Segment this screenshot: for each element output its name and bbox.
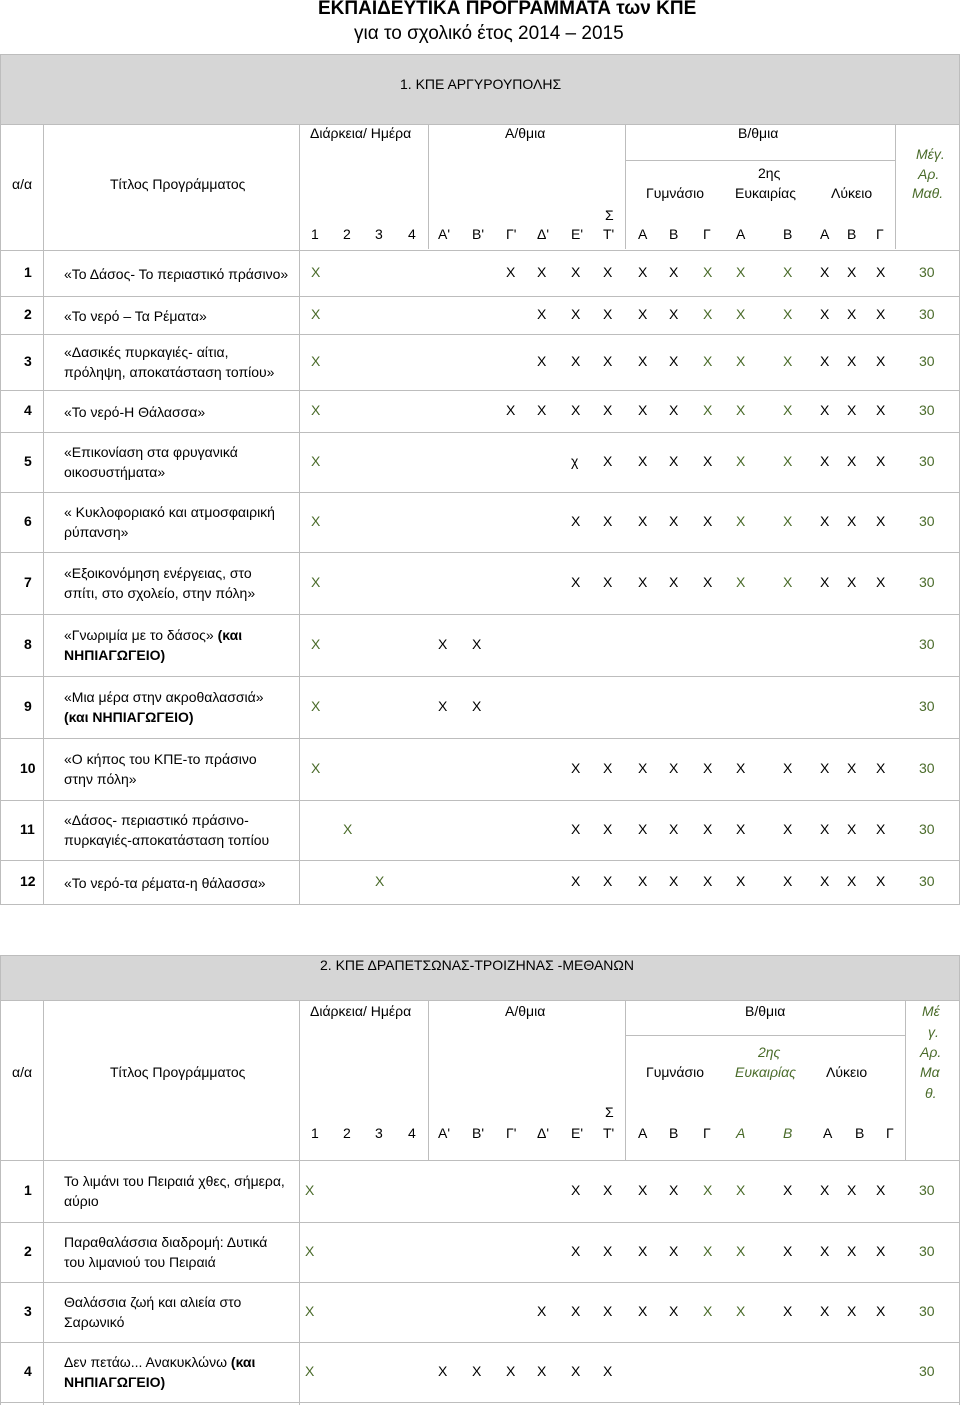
s2-sub-a: Α' — [438, 1125, 451, 1141]
duration-mark: Χ — [305, 1182, 315, 1198]
class-mark: Χ — [472, 636, 482, 652]
col-gymnasio: Γυμνάσιο — [646, 185, 705, 201]
class-mark: Χ — [783, 821, 793, 837]
sub-gym-a: Α — [638, 226, 648, 242]
duration-mark: Χ — [311, 353, 321, 369]
class-mark: Χ — [876, 453, 886, 469]
row-divider — [0, 800, 960, 801]
s2-col-secondary: Β/θμια — [745, 1003, 786, 1019]
class-mark: Χ — [703, 513, 713, 529]
row-divider — [0, 1342, 960, 1343]
row-divider — [0, 432, 960, 433]
row-divider — [0, 552, 960, 553]
row-number: 4 — [24, 402, 32, 418]
duration-mark: Χ — [311, 574, 321, 590]
class-mark: Χ — [603, 264, 613, 280]
class-mark: Χ — [603, 760, 613, 776]
class-mark: Χ — [736, 264, 746, 280]
class-mark: Χ — [703, 821, 713, 837]
class-mark: Χ — [472, 698, 482, 714]
class-mark: Χ — [571, 821, 581, 837]
class-mark: Χ — [783, 873, 793, 889]
page-subtitle: για το σχολικό έτος 2014 – 2015 — [354, 23, 624, 44]
col-title: Τίτλος Προγράμματος — [110, 176, 246, 192]
class-mark: Χ — [603, 873, 613, 889]
class-mark: Χ — [603, 821, 613, 837]
class-mark: Χ — [506, 264, 516, 280]
sub-gym-g: Γ — [703, 226, 711, 242]
class-mark: Χ — [736, 873, 746, 889]
class-mark: Χ — [669, 574, 679, 590]
sub-ev-b: Β — [783, 226, 793, 242]
class-mark: Χ — [638, 821, 648, 837]
class-mark: Χ — [603, 306, 613, 322]
class-mark: Χ — [669, 821, 679, 837]
program-title: «Το Δάσος- Το περιαστικό πράσινο» — [64, 266, 289, 282]
row-number: 11 — [20, 821, 35, 837]
section2-title: 2. ΚΠΕ ΔΡΑΠΕΤΣΩΝΑΣ-ΤΡΟΙΖΗΝΑΣ -ΜΕΘΑΝΩΝ — [320, 957, 634, 973]
class-mark: Χ — [783, 1182, 793, 1198]
row-number: 3 — [24, 1303, 32, 1319]
class-mark: Χ — [736, 306, 746, 322]
row-divider — [0, 1160, 960, 1161]
class-mark: Χ — [571, 574, 581, 590]
class-mark: Χ — [638, 574, 648, 590]
class-mark: Χ — [876, 353, 886, 369]
row-number: 8 — [24, 636, 32, 652]
class-mark: Χ — [820, 760, 830, 776]
class-mark: Χ — [472, 1363, 482, 1379]
class-mark: Χ — [736, 574, 746, 590]
max-students: 30 — [919, 306, 935, 322]
s2-col-gymnasio: Γυμνάσιο — [646, 1064, 705, 1080]
max-students: 30 — [919, 1243, 935, 1259]
class-mark: Χ — [603, 574, 613, 590]
max-students: 30 — [919, 513, 935, 529]
sub-ly-g: Γ — [876, 226, 884, 242]
s2-col-max-5: θ. — [925, 1085, 937, 1101]
class-mark: Χ — [603, 513, 613, 529]
class-mark: Χ — [603, 402, 613, 418]
class-mark: Χ — [820, 264, 830, 280]
row-number: 4 — [24, 1363, 32, 1379]
sub-4: 4 — [408, 226, 416, 242]
col-max-line2: Αρ. — [918, 166, 940, 182]
s2-sub-ly-g: Γ — [886, 1125, 894, 1141]
s2-sub-ev-b: Β — [783, 1125, 793, 1141]
class-mark: Χ — [638, 264, 648, 280]
class-mark: Χ — [820, 821, 830, 837]
class-mark: Χ — [876, 264, 886, 280]
class-mark: Χ — [603, 1182, 613, 1198]
class-mark: Χ — [876, 402, 886, 418]
class-mark: Χ — [571, 402, 581, 418]
max-students: 30 — [919, 402, 935, 418]
class-mark: Χ — [571, 264, 581, 280]
max-students: 30 — [919, 1182, 935, 1198]
class-mark: Χ — [537, 1303, 547, 1319]
max-students: 30 — [919, 873, 935, 889]
class-mark: Χ — [571, 1303, 581, 1319]
program-title: «Εξοικονόμηση ενέργειας, στο σπίτι, στο σχολείο, στην πόλη» — [64, 565, 256, 601]
program-title: Δεν πετάω... Ανακυκλώνω (και ΝΗΠΙΑΓΩΓΕΙΟ) — [64, 1354, 256, 1390]
program-title: «Το νερό-Η Θάλασσα» — [64, 404, 206, 420]
duration-mark: Χ — [375, 873, 385, 889]
program-title: «Το νερό – Τα Ρέματα» — [64, 308, 207, 324]
s2-sub-e: Ε' — [571, 1125, 584, 1141]
duration-mark: Χ — [311, 760, 321, 776]
class-mark: Χ — [703, 760, 713, 776]
class-mark: Χ — [703, 1243, 713, 1259]
s2-col-max-2: γ. — [928, 1024, 939, 1040]
s2-col-aa: α/α — [12, 1064, 33, 1080]
s2-col-title: Τίτλος Προγράμματος — [110, 1064, 246, 1080]
class-mark: Χ — [638, 1303, 648, 1319]
class-mark: Χ — [847, 264, 857, 280]
class-mark: Χ — [537, 1363, 547, 1379]
class-mark: Χ — [736, 821, 746, 837]
class-mark: Χ — [783, 353, 793, 369]
duration-mark: Χ — [311, 306, 321, 322]
class-mark: Χ — [736, 353, 746, 369]
row-divider — [0, 390, 960, 391]
class-mark: Χ — [638, 873, 648, 889]
class-mark: Χ — [506, 402, 516, 418]
class-mark: Χ — [847, 402, 857, 418]
max-students: 30 — [919, 760, 935, 776]
sub-e: Ε' — [571, 226, 584, 242]
class-mark: Χ — [703, 1303, 713, 1319]
s2-sub-1: 1 — [311, 1125, 319, 1141]
class-mark: Χ — [703, 1182, 713, 1198]
class-mark: Χ — [847, 353, 857, 369]
class-mark: Χ — [876, 513, 886, 529]
class-mark: Χ — [736, 760, 746, 776]
class-mark: Χ — [820, 574, 830, 590]
s2-col-evening-word: Ευκαιρίας — [735, 1064, 796, 1080]
class-mark: Χ — [736, 402, 746, 418]
class-mark: Χ — [876, 306, 886, 322]
class-mark: Χ — [638, 1182, 648, 1198]
class-mark: Χ — [571, 353, 581, 369]
s2-col-duration-day: Διάρκεια/ Ημέρα — [310, 1003, 412, 1019]
col-secondary: Β/θμια — [738, 125, 779, 141]
program-title: «Δασικές πυρκαγιές- αίτια, πρόληψη, αποκατάσταση τοπίου» — [64, 344, 275, 380]
class-mark: Χ — [820, 1182, 830, 1198]
row-divider — [0, 738, 960, 739]
row-number: 3 — [24, 353, 32, 369]
class-mark: Χ — [669, 402, 679, 418]
s2-sub-4: 4 — [408, 1125, 416, 1141]
class-mark: Χ — [571, 1182, 581, 1198]
s2-sub-3: 3 — [375, 1125, 383, 1141]
s2-sub-ly-a: Α — [823, 1125, 833, 1141]
row-divider — [0, 614, 960, 615]
s2-col-primary: Α/θμια — [505, 1003, 546, 1019]
sub-2: 2 — [343, 226, 351, 242]
class-mark: Χ — [638, 513, 648, 529]
class-mark: Χ — [703, 453, 713, 469]
class-mark: Χ — [537, 306, 547, 322]
col-lykeio: Λύκειο — [831, 185, 873, 201]
class-mark: Χ — [703, 402, 713, 418]
class-mark: Χ — [571, 873, 581, 889]
row-divider — [0, 296, 960, 297]
class-mark: Χ — [438, 1363, 448, 1379]
row-divider — [0, 250, 960, 251]
class-mark: Χ — [847, 306, 857, 322]
duration-mark: Χ — [305, 1363, 315, 1379]
sub-g: Γ' — [506, 226, 517, 242]
max-students: 30 — [919, 698, 935, 714]
class-mark: Χ — [669, 453, 679, 469]
class-mark: Χ — [571, 1243, 581, 1259]
s2-col-max-1: Μέ — [922, 1003, 940, 1019]
program-title: Το λιμάνι του Πειραιά χθες, σήμερα, αύριο — [64, 1173, 285, 1209]
col-max-line1: Μέγ. — [916, 146, 945, 162]
s2-col-max-4: Μα — [920, 1064, 940, 1080]
row-number: 7 — [24, 574, 32, 590]
row-divider — [0, 904, 960, 905]
class-mark: Χ — [669, 513, 679, 529]
class-mark: Χ — [783, 574, 793, 590]
section1-title: 1. ΚΠΕ ΑΡΓΥΡΟΥΠΟΛΗΣ — [400, 76, 562, 92]
sub-ly-a: Α — [820, 226, 830, 242]
row-number: 1 — [24, 1182, 32, 1198]
s2-col-s-top: Σ — [605, 1104, 614, 1120]
class-mark: Χ — [703, 574, 713, 590]
row-divider — [0, 1282, 960, 1283]
class-mark: Χ — [603, 353, 613, 369]
s2-sub-b: Β' — [472, 1125, 485, 1141]
duration-mark: Χ — [305, 1243, 315, 1259]
class-mark: χ — [571, 453, 579, 469]
class-mark: Χ — [847, 1182, 857, 1198]
s2-sub-gym-b: Β — [669, 1125, 679, 1141]
duration-mark: Χ — [311, 636, 321, 652]
sub-gym-b: Β — [669, 226, 679, 242]
class-mark: Χ — [783, 760, 793, 776]
duration-mark: Χ — [311, 453, 321, 469]
class-mark: Χ — [876, 574, 886, 590]
sub-a: Α' — [438, 226, 451, 242]
s2-sub-ev-a: Α — [736, 1125, 746, 1141]
s2-sub-gym-a: Α — [638, 1125, 648, 1141]
duration-mark: Χ — [343, 821, 353, 837]
class-mark: Χ — [876, 1243, 886, 1259]
class-mark: Χ — [669, 264, 679, 280]
max-students: 30 — [919, 353, 935, 369]
class-mark: Χ — [703, 264, 713, 280]
class-mark: Χ — [736, 1243, 746, 1259]
class-mark: Χ — [820, 353, 830, 369]
class-mark: Χ — [847, 1243, 857, 1259]
duration-mark: Χ — [311, 264, 321, 280]
class-mark: Χ — [669, 306, 679, 322]
class-mark: Χ — [603, 1303, 613, 1319]
class-mark: Χ — [669, 760, 679, 776]
class-mark: Χ — [537, 353, 547, 369]
class-mark: Χ — [847, 453, 857, 469]
class-mark: Χ — [783, 306, 793, 322]
s2-col-evening-num: 2ης — [758, 1044, 781, 1060]
s2-sub-d: Δ' — [537, 1125, 550, 1141]
class-mark: Χ — [783, 402, 793, 418]
max-students: 30 — [919, 1363, 935, 1379]
row-divider — [0, 676, 960, 677]
class-mark: Χ — [736, 1303, 746, 1319]
row-divider — [0, 1222, 960, 1223]
col-s-top: Σ — [605, 207, 614, 223]
row-number: 5 — [24, 453, 32, 469]
sub-b: Β' — [472, 226, 485, 242]
class-mark: Χ — [669, 1303, 679, 1319]
class-mark: Χ — [638, 353, 648, 369]
sub-1: 1 — [311, 226, 319, 242]
class-mark: Χ — [571, 513, 581, 529]
sub-d: Δ' — [537, 226, 550, 242]
class-mark: Χ — [736, 1182, 746, 1198]
row-divider — [0, 334, 960, 335]
class-mark: Χ — [820, 306, 830, 322]
col-max-line3: Μαθ. — [912, 185, 944, 201]
class-mark: Χ — [847, 760, 857, 776]
row-divider — [0, 860, 960, 861]
sub-ly-b: Β — [847, 226, 857, 242]
class-mark: Χ — [847, 513, 857, 529]
row-divider — [0, 1402, 960, 1403]
row-number: 6 — [24, 513, 32, 529]
row-divider — [0, 492, 960, 493]
class-mark: Χ — [506, 1363, 516, 1379]
class-mark: Χ — [669, 353, 679, 369]
class-mark: Χ — [876, 821, 886, 837]
class-mark: Χ — [876, 873, 886, 889]
class-mark: Χ — [820, 513, 830, 529]
duration-mark: Χ — [305, 1303, 315, 1319]
class-mark: Χ — [669, 1182, 679, 1198]
program-title: «Επικονίαση στα φρυγανικά οικοσυστήματα» — [64, 444, 238, 480]
class-mark: Χ — [736, 513, 746, 529]
page-title: ΕΚΠΑΙΔΕΥΤΙΚΑ ΠΡΟΓΡΑΜΜΑΤΑ των ΚΠΕ — [318, 0, 697, 19]
sub-st: Τ' — [603, 226, 615, 242]
s2-sub-ly-b: Β — [855, 1125, 865, 1141]
class-mark: Χ — [847, 574, 857, 590]
class-mark: Χ — [820, 1243, 830, 1259]
class-mark: Χ — [638, 453, 648, 469]
class-mark: Χ — [603, 1363, 613, 1379]
class-mark: Χ — [537, 402, 547, 418]
program-title: Θαλάσσια ζωή και αλιεία στο Σαρωνικό — [64, 1294, 242, 1330]
class-mark: Χ — [571, 760, 581, 776]
class-mark: Χ — [847, 873, 857, 889]
duration-mark: Χ — [311, 402, 321, 418]
class-mark: Χ — [820, 402, 830, 418]
s2-col-max-3: Αρ. — [920, 1044, 942, 1060]
col-aa: α/α — [12, 176, 33, 192]
class-mark: Χ — [669, 1243, 679, 1259]
class-mark: Χ — [638, 402, 648, 418]
class-mark: Χ — [783, 264, 793, 280]
col-evening-word: Ευκαιρίας — [735, 185, 796, 201]
class-mark: Χ — [638, 306, 648, 322]
program-title: «Ο κήπος του ΚΠΕ-το πράσινο στην πόλη» — [64, 751, 257, 787]
class-mark: Χ — [847, 821, 857, 837]
class-mark: Χ — [736, 453, 746, 469]
class-mark: Χ — [876, 760, 886, 776]
class-mark: Χ — [783, 1303, 793, 1319]
program-title: «Γνωριμία με το δάσος» (και ΝΗΠΙΑΓΩΓΕΙΟ) — [64, 627, 243, 663]
class-mark: Χ — [638, 1243, 648, 1259]
row-number: 9 — [24, 698, 32, 714]
class-mark: Χ — [703, 353, 713, 369]
row-number: 1 — [24, 264, 32, 280]
duration-mark: Χ — [311, 513, 321, 529]
s2-col-lykeio: Λύκειο — [826, 1064, 868, 1080]
duration-mark: Χ — [311, 698, 321, 714]
class-mark: Χ — [703, 873, 713, 889]
class-mark: Χ — [876, 1303, 886, 1319]
program-title: « Κυκλοφοριακό και ατμοσφαιρική ρύπανση» — [64, 504, 275, 540]
program-title: Παραθαλάσσια διαδρομή: Δυτικά του λιμανιού του Πειραιά — [64, 1234, 268, 1270]
class-mark: Χ — [603, 1243, 613, 1259]
col-primary: Α/θμια — [505, 125, 546, 141]
class-mark: Χ — [783, 1243, 793, 1259]
sub-3: 3 — [375, 226, 383, 242]
row-number: 2 — [24, 1243, 32, 1259]
class-mark: Χ — [876, 1182, 886, 1198]
max-students: 30 — [919, 821, 935, 837]
s2-sub-gym-g: Γ — [703, 1125, 711, 1141]
class-mark: Χ — [703, 306, 713, 322]
max-students: 30 — [919, 264, 935, 280]
class-mark: Χ — [438, 636, 448, 652]
s2-sub-g: Γ' — [506, 1125, 517, 1141]
program-title: «Μια μέρα στην ακροθαλασσιά» (και ΝΗΠΙΑΓΩΓΕΙΟ) — [64, 689, 264, 725]
row-number: 10 — [20, 760, 36, 776]
row-number: 2 — [24, 306, 32, 322]
max-students: 30 — [919, 574, 935, 590]
class-mark: Χ — [820, 1303, 830, 1319]
class-mark: Χ — [603, 453, 613, 469]
class-mark: Χ — [537, 264, 547, 280]
program-title: «Δάσος- περιαστικό πράσινο- πυρκαγιές-αποκατάσταση τοπίου — [64, 812, 270, 848]
program-title: «Το νερό-τα ρέματα-η θάλασσα» — [64, 875, 266, 891]
class-mark: Χ — [669, 873, 679, 889]
col-duration-day: Διάρκεια/ Ημέρα — [310, 125, 412, 141]
max-students: 30 — [919, 1303, 935, 1319]
col-evening-num: 2ης — [758, 165, 781, 181]
max-students: 30 — [919, 453, 935, 469]
class-mark: Χ — [571, 306, 581, 322]
s2-sub-2: 2 — [343, 1125, 351, 1141]
class-mark: Χ — [571, 1363, 581, 1379]
max-students: 30 — [919, 636, 935, 652]
class-mark: Χ — [783, 453, 793, 469]
s2-sub-st: Τ' — [603, 1125, 615, 1141]
class-mark: Χ — [847, 1303, 857, 1319]
class-mark: Χ — [438, 698, 448, 714]
class-mark: Χ — [820, 873, 830, 889]
row-number: 12 — [20, 873, 36, 889]
class-mark: Χ — [820, 453, 830, 469]
class-mark: Χ — [783, 513, 793, 529]
sub-ev-a: Α — [736, 226, 746, 242]
class-mark: Χ — [638, 760, 648, 776]
